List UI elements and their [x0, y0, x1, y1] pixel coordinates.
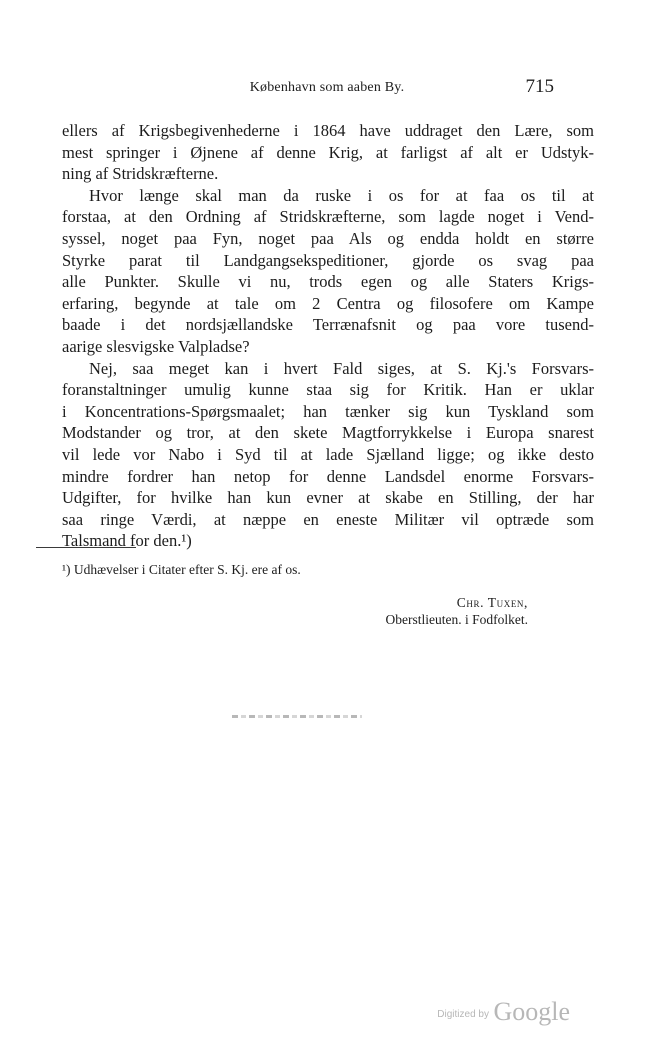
- text-line: Talsmand for den.¹): [62, 531, 192, 551]
- text-line: ning af Stridskræfterne.: [62, 164, 219, 184]
- text-line: aarige slesvigske Valpladse?: [62, 336, 250, 356]
- page-number: 715: [525, 76, 554, 97]
- text-line: i Koncentrations-Spørgsmaalet; han tænker sig kun Tyskland som: [62, 401, 594, 421]
- ink-smudge: [232, 715, 362, 718]
- text-line: saa ringe Værdi, at næppe en eneste Militær vil optræde som: [62, 509, 594, 529]
- text-line: ellers af Krigsbegivenhederne i 1864 have uddraget den Lære, som: [62, 121, 594, 140]
- author-name: Chr. Tuxen,: [456, 595, 528, 610]
- watermark-prefix: Digitized by: [437, 1009, 489, 1020]
- text-line: Udgifter, for hvilke han kun evner at skabe en Stilling, der har: [62, 488, 594, 508]
- text-line: mest springer i Øjnene af denne Krig, at farligst af alt er Udstyk-: [62, 142, 594, 162]
- footnote: ¹) Udhævelser i Citater efter S. Kj. ere af os.: [62, 562, 301, 577]
- text-line: mindre fordrer han netop for denne Landsdel enorme Forsvars-: [62, 466, 594, 486]
- digitization-watermark: [437, 997, 570, 1027]
- text-line: erfaring, begynde at tale om 2 Centra og filosofere om Kampe: [62, 293, 594, 313]
- body-text: [62, 120, 594, 552]
- signature-block: [386, 595, 528, 628]
- text-line: Hvor længe skal man da ruske i os for at faa os til at: [89, 185, 594, 205]
- author-title: Oberstlieuten. i Fodfolket.: [385, 612, 528, 627]
- text-line: alle Punkter. Skulle vi nu, trods egen og alle Staters Krigs-: [62, 272, 594, 292]
- google-logo: Google: [493, 997, 570, 1026]
- text-line: syssel, noget paa Fyn, noget paa Als og endda holdt en større: [62, 228, 594, 248]
- text-line: baade i det nordsjællandske Terrænafsnit og paa vore tusend-: [62, 315, 594, 335]
- text-line: forstaa, at den Ordning af Stridskræfterne, som lagde noget i Vend-: [62, 207, 594, 227]
- running-header: København som aaben By.: [249, 80, 405, 95]
- text-line: Modstander og tror, at den skete Magtforrykkelse i Europa snarest: [62, 423, 594, 443]
- text-line: vil lede vor Nabo i Syd til at lade Sjælland ligge; og ikke desto: [62, 444, 594, 464]
- text-line: foranstaltninger umulig kunne staa sig for Kritik. Han er uklar: [62, 380, 594, 400]
- text-line: Nej, saa meget kan i hvert Fald siges, at S. Kj.'s Forsvars-: [89, 358, 594, 378]
- text-line: Styrke parat til Landgangsekspeditioner, gjorde os svag paa: [62, 250, 594, 270]
- footnote-divider: [36, 547, 136, 548]
